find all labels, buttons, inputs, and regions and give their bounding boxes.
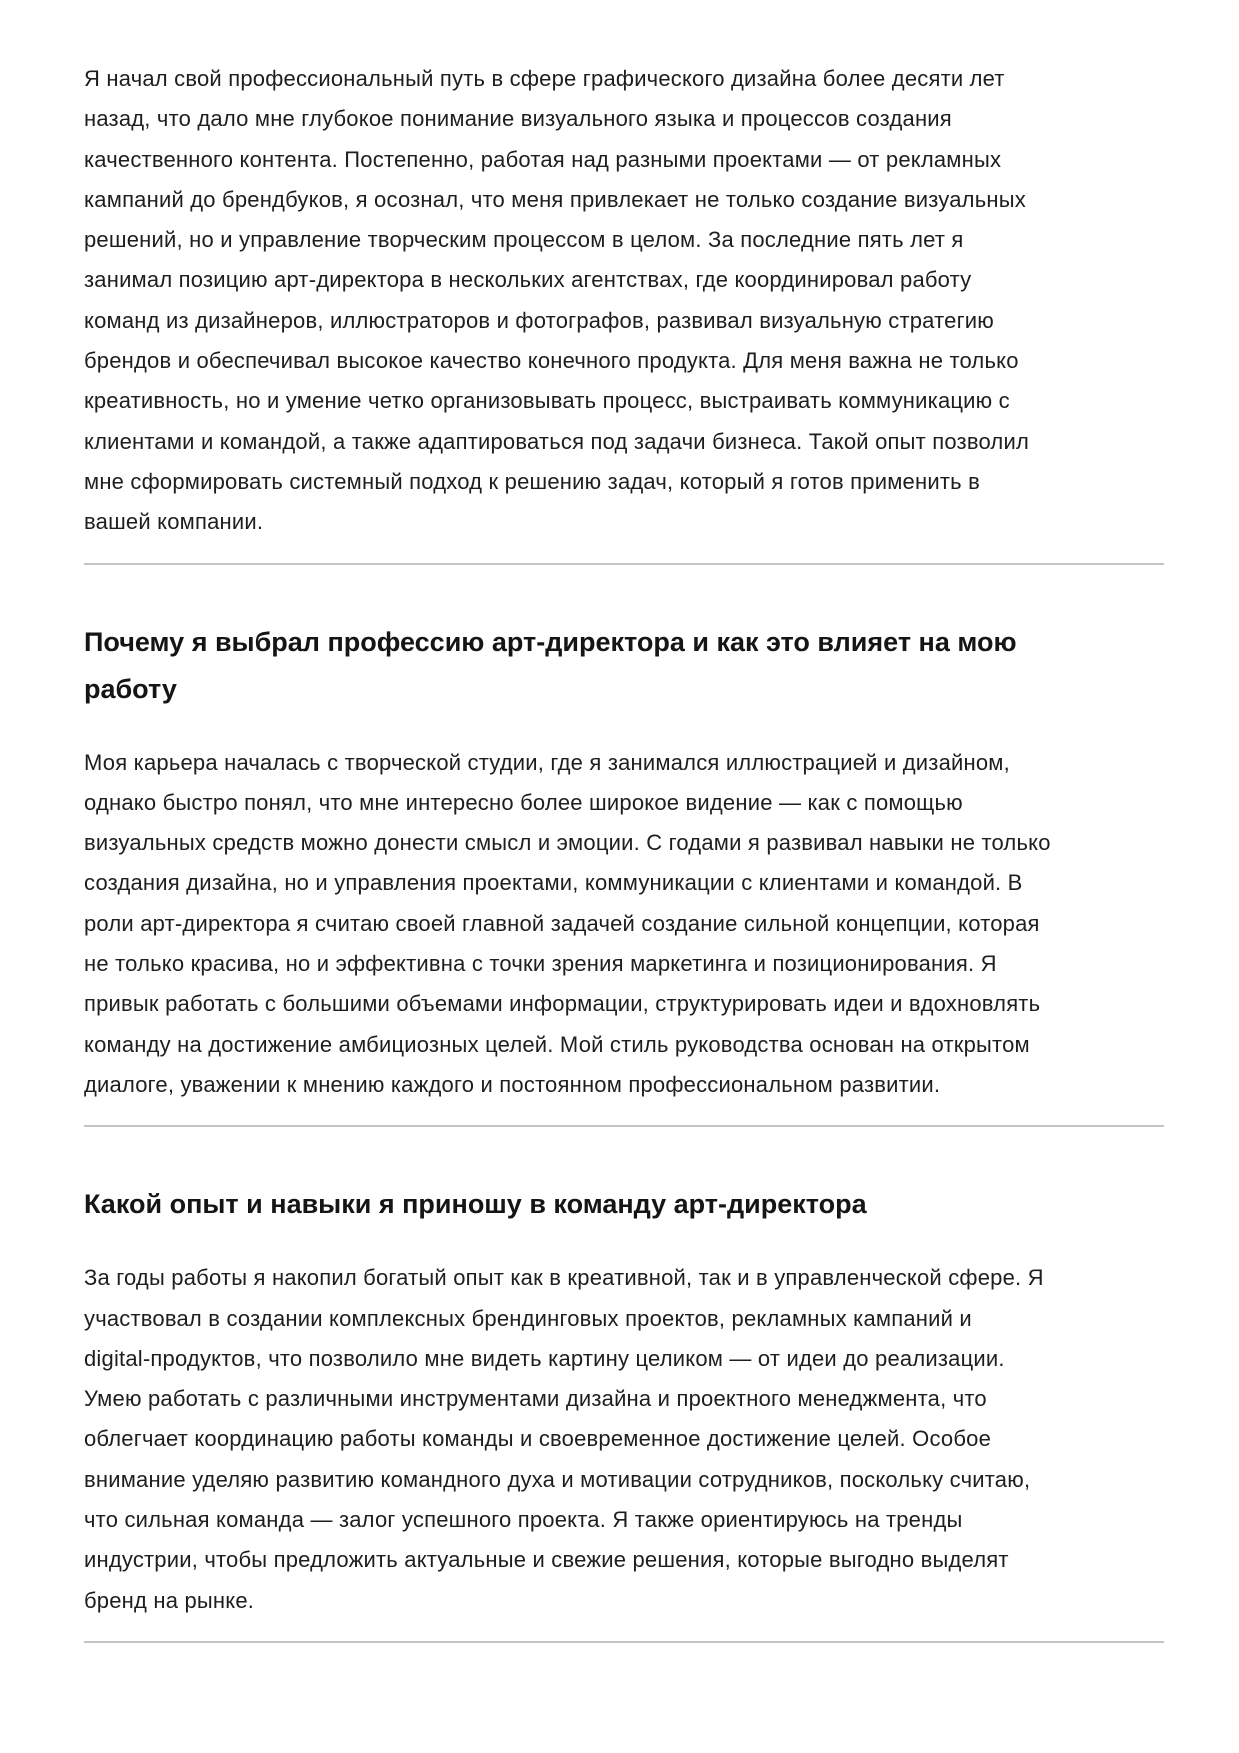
paragraph-line: команд из дизайнеров, иллюстраторов и фотографов, развивал визуальную стратегию xyxy=(84,307,995,333)
paragraph-line: привык работать с большими объемами информации, структурировать идеи и вдохновлять xyxy=(84,991,1041,1017)
paragraph-line: вашей компании. xyxy=(84,509,264,535)
section-heading xyxy=(84,619,1164,713)
paragraph-line: качественного контента. Постепенно, работая над разными проектами — от рекламных xyxy=(84,146,1002,172)
paragraph-line: бренд на рынке. xyxy=(84,1587,255,1613)
paragraph xyxy=(84,743,1164,1106)
paragraph xyxy=(84,59,1164,543)
section-heading xyxy=(84,1181,1164,1228)
horizontal-divider xyxy=(84,563,1164,565)
paragraph-line: Умею работать с различными инструментами дизайна и проектного менеджмента, что xyxy=(84,1386,987,1412)
paragraph-line: занимал позицию арт-директора в нескольких агентствах, где координировал работу xyxy=(84,267,972,293)
paragraph-line: визуальных средств можно донести смысл и эмоции. С годами я развивал навыки не только xyxy=(84,830,1051,856)
paragraph-line: мне сформировать системный подход к решению задач, который я готов применить в xyxy=(84,468,980,494)
paragraph-line: не только красива, но и эффективна с точки зрения маркетинга и позиционирования. Я xyxy=(84,951,997,977)
horizontal-divider xyxy=(84,1641,1164,1643)
paragraph-line: однако быстро понял, что мне интересно более широкое видение — как с помощью xyxy=(84,789,963,815)
heading-line: Какой опыт и навыки я приношу в команду арт-директора xyxy=(84,1189,867,1220)
paragraph-line: роли арт-директора я считаю своей главной задачей создание сильной концепции, которая xyxy=(84,910,1040,936)
paragraph-line: За годы работы я накопил богатый опыт как в креативной, так и в управленческой сфере. Я xyxy=(84,1265,1044,1291)
paragraph-line: внимание уделяю развитию командного духа и мотивации сотрудников, поскольку считаю, xyxy=(84,1466,1031,1492)
section-3 xyxy=(84,1181,1164,1643)
paragraph-line: Моя карьера началась с творческой студии, где я занимался иллюстрацией и дизайном, xyxy=(84,749,1010,775)
paragraph-line: решений, но и управление творческим процессом в целом. За последние пять лет я xyxy=(84,227,964,253)
document-body xyxy=(84,59,1164,1643)
paragraph-line: кампаний до брендбуков, я осознал, что меня привлекает не только создание визуальных xyxy=(84,186,1026,212)
heading-line: Почему я выбрал профессию арт-директора и как это влияет на мою xyxy=(84,626,1017,657)
section-2 xyxy=(84,619,1164,1128)
paragraph-line: что сильная команда — залог успешного проекта. Я также ориентируюсь на тренды xyxy=(84,1507,963,1533)
paragraph-line: создания дизайна, но и управления проектами, коммуникации с клиентами и командой. В xyxy=(84,870,1023,896)
heading-line: работу xyxy=(84,673,177,704)
paragraph-line: команду на достижение амбициозных целей. Мой стиль руководства основан на открытом xyxy=(84,1031,1030,1057)
paragraph-line: участвовал в создании комплексных брендинговых проектов, рекламных кампаний и xyxy=(84,1305,972,1331)
section-1 xyxy=(84,59,1164,565)
paragraph xyxy=(84,1258,1164,1621)
paragraph-line: Я начал свой профессиональный путь в сфере графического дизайна более десяти лет xyxy=(84,66,1005,91)
paragraph-line: креативность, но и умение четко организовывать процесс, выстраивать коммуникацию с xyxy=(84,388,1010,414)
paragraph-line: digital-продуктов, что позволило мне видеть картину целиком — от идеи до реализации. xyxy=(84,1345,1005,1371)
paragraph-line: клиентами и командой, а также адаптироваться под задачи бизнеса. Такой опыт позволил xyxy=(84,428,1029,454)
paragraph-line: диалоге, уважении к мнению каждого и постоянном профессиональном развитии. xyxy=(84,1071,941,1097)
horizontal-divider xyxy=(84,1125,1164,1127)
paragraph-line: индустрии, чтобы предложить актуальные и свежие решения, которые выгодно выделят xyxy=(84,1547,1009,1573)
paragraph-line: назад, что дало мне глубокое понимание визуального языка и процессов создания xyxy=(84,106,952,132)
paragraph-line: облегчает координацию работы команды и своевременное достижение целей. Особое xyxy=(84,1426,992,1452)
paragraph-line: брендов и обеспечивал высокое качество конечного продукта. Для меня важна не только xyxy=(84,348,1019,374)
